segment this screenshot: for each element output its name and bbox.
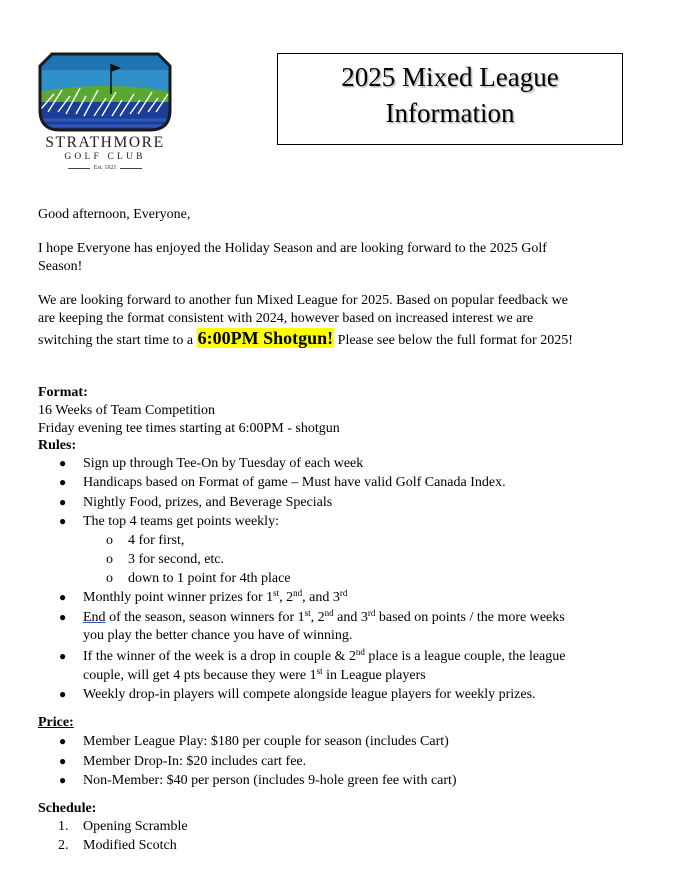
rule-text: , and 3 [302,590,340,605]
paragraph-line-3-post: Please see below the full format for 2025! [334,333,573,348]
logo-rule-left [68,168,90,169]
rule-item: Weekly drop-in players will compete alongside league players for weekly prizes. [83,687,536,702]
rules-heading: Rules: [38,438,77,453]
ordinal-suffix: st [304,608,311,618]
rule-item: The top 4 teams get points weekly: [83,514,279,529]
rule-sub-item: 4 for first, [128,533,185,548]
logo-rule-right [120,168,142,169]
rule-text: based on points / the more weeks [375,610,565,625]
bullet-icon: ● [59,590,67,604]
rule-item: Sign up through Tee-On by Tuesday of each week [83,456,364,471]
shotgun-highlight: 6:00PM Shotgun! [197,328,334,348]
rule-text: couple, will get 4 pts because they were 1 [83,668,317,683]
rule-item [83,609,565,626]
sub-bullet-icon: o [106,552,113,567]
rule-text: place is a league couple, the league [364,649,566,664]
ordinal-suffix: st [316,666,323,676]
schedule-item: Modified Scotch [83,838,177,853]
bullet-icon: ● [59,734,67,748]
bullet-icon: ● [59,475,67,489]
ordinal-suffix: nd [293,588,303,598]
rule-item-continued: you play the better chance you have of winning. [83,628,353,643]
paragraph-line-1: We are looking forward to another fun Mixed League for 2025. Based on popular feedback we [38,293,568,308]
price-item: Member Drop-In: $20 includes cart fee. [83,754,307,769]
sub-bullet-icon: o [106,533,113,548]
bullet-icon: ● [59,456,67,470]
logo-established [36,165,174,171]
price-item: Member League Play: $180 per couple for season (includes Cart) [83,734,449,749]
logo-club-name: STRATHMORE [45,134,165,151]
bullet-icon: ● [59,514,67,528]
ordinal-suffix: rd [367,608,376,618]
format-heading: Format: [38,385,88,400]
intro-line-1: I hope Everyone has enjoyed the Holiday Season and are looking forward to the 2025 Golf [38,241,547,256]
rule-item [83,648,566,665]
greeting: Good afternoon, Everyone, [38,207,191,222]
rule-text-end: End [83,610,106,625]
rule-sub-item: down to 1 point for 4th place [128,571,291,586]
logo-club-subtitle: GOLF CLUB [64,152,146,162]
bullet-icon: ● [59,495,67,509]
bullet-icon: ● [59,773,67,787]
rule-text: in League players [322,668,426,683]
bullet-icon: ● [59,687,67,701]
rule-sub-item: 3 for second, etc. [128,552,225,567]
logo-est-text: Est. 1921 [93,165,117,171]
page-title-line-2: Information [385,98,515,128]
ordinal-suffix: rd [339,588,348,598]
paragraph-line-2: are keeping the format consistent with 2024, however based on increased interest we are [38,311,534,326]
schedule-item: Opening Scramble [83,819,188,834]
rule-text: , 2 [310,610,325,625]
paragraph-line-3-pre: switching the start time to a [38,333,197,348]
title-box [277,53,623,145]
rule-text: and 3 [333,610,368,625]
golf-course-emblem-icon [36,50,174,134]
schedule-heading: Schedule: [38,801,97,816]
rule-text: of the season, season winners for 1 [105,610,305,625]
bullet-icon: ● [59,649,67,663]
page-title-line-1: 2025 Mixed League [341,62,559,92]
list-number: 2. [58,838,69,853]
rule-text: Monthly point winner prizes for 1 [83,590,274,605]
club-logo [36,50,174,174]
format-line-2: Friday evening tee times starting at 6:00PM - shotgun [38,421,340,436]
rule-text: , 2 [279,590,294,605]
sub-bullet-icon: o [106,571,113,586]
bullet-icon: ● [59,610,67,624]
ordinal-suffix: nd [355,647,365,657]
ordinal-suffix: nd [324,608,334,618]
rule-item-continued [83,667,426,684]
rule-text: If the winner of the week is a drop in couple & 2 [83,649,356,664]
format-line-1: 16 Weeks of Team Competition [38,403,216,418]
paragraph-line-3 [38,330,573,349]
price-heading: Price: [38,715,74,730]
ordinal-suffix: st [273,588,280,598]
rule-item: Nightly Food, prizes, and Beverage Specials [83,495,333,510]
rule-item: Handicaps based on Format of game – Must have valid Golf Canada Index. [83,475,506,490]
list-number: 1. [58,819,69,834]
rule-item [83,589,347,606]
bullet-icon: ● [59,754,67,768]
price-item: Non-Member: $40 per person (includes 9-hole green fee with cart) [83,773,457,788]
intro-line-2: Season! [38,259,83,274]
